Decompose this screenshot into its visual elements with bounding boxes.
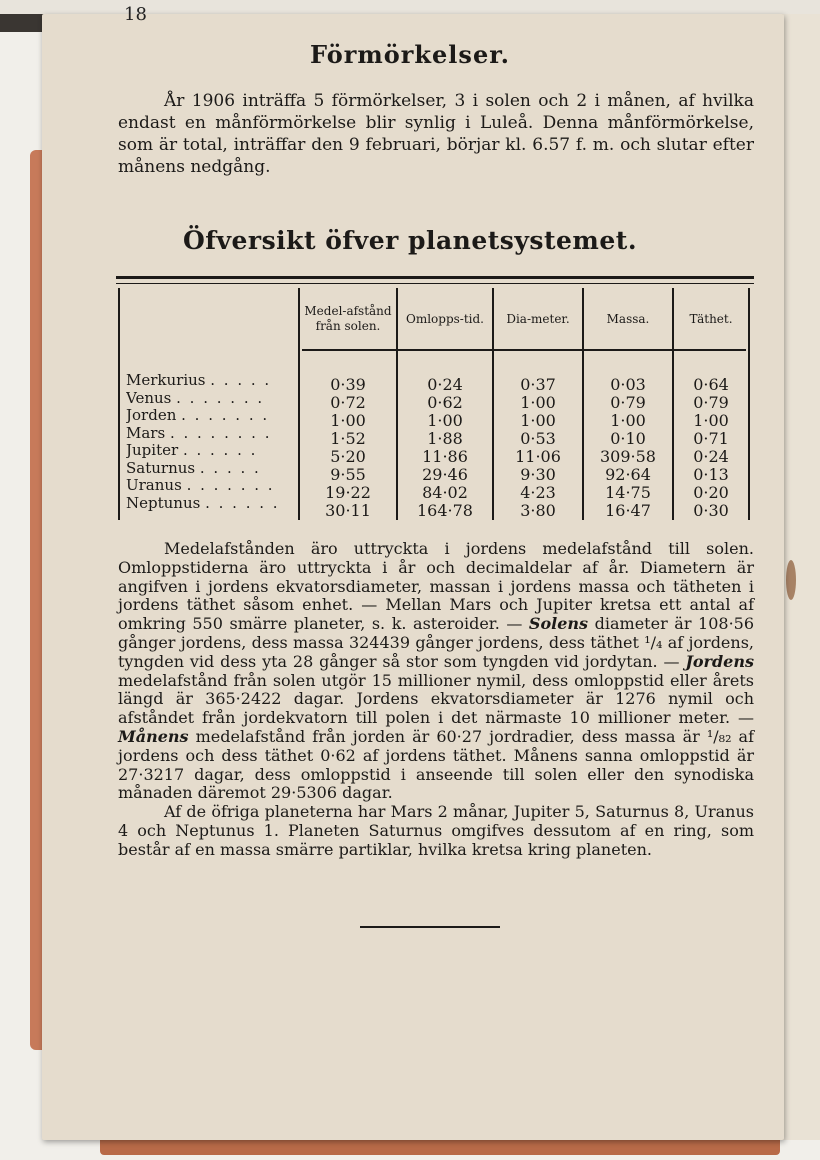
planet-row-label (126, 390, 298, 408)
table-header-rule (302, 349, 746, 351)
mass-column (584, 376, 672, 520)
column-header-mass: Massa. (606, 311, 650, 326)
table-cell: 0·10 (610, 429, 646, 448)
column-header-period: Omlopps-tid. (405, 311, 484, 326)
eclipses-paragraph (118, 90, 754, 178)
table-cell: 19·22 (325, 483, 371, 502)
table-cell: 0·20 (693, 483, 729, 502)
notes-text: medelafstånd från solen utgör 15 millioner nymil, dess omloppstid eller årets längd är 365·2422 dagar. Jordens ekvatorsdiameter är 1276 nymil och afståndet från jordekvatorn till polen i det närmaste 10 millioner meter. — (118, 670, 754, 728)
table-cell: 16·47 (605, 501, 651, 520)
overview-title: Öfversikt öfver planetsystemet. (182, 226, 638, 255)
table-vline (748, 288, 750, 520)
table-cell: 9·30 (520, 465, 556, 484)
column-header-distance: Medel-afstånd från solen. (304, 304, 392, 333)
table-cell: 1·52 (330, 429, 366, 448)
table-cell: 0·79 (610, 393, 646, 412)
leader-dots: . . . . . . . (176, 389, 265, 407)
table-cell: 5·20 (330, 447, 366, 466)
table-cell: 309·58 (600, 447, 656, 466)
notes-text: diameter är 108·56 gånger jordens, dess massa 324439 gånger jordens, dess täthet ¹/₄ af jordens, tyngden vid dess yta 28 gånger så stor som tyngden vid jordytan. — (118, 614, 755, 671)
table-cell: 3·80 (520, 501, 556, 520)
notes-block (118, 540, 754, 860)
table-cell: 1·88 (427, 429, 463, 448)
table-cell: 92·64 (605, 465, 651, 484)
leader-dots: . . . . . (199, 459, 261, 477)
leader-dots: . . . . . (210, 372, 272, 389)
table-cell: 4·23 (520, 483, 556, 502)
table-top-rule (116, 276, 754, 279)
table-cell: 30·11 (325, 501, 371, 520)
leader-dots: . . . . . . . (186, 477, 275, 494)
table-cell: 1·00 (693, 411, 729, 430)
planet-name: Venus (126, 389, 172, 407)
notes-emphasis-sun: Solens (528, 614, 589, 634)
eclipses-title: Förmörkelser. (309, 40, 511, 69)
table-cell: 1·00 (610, 411, 646, 430)
column-header-density: Täthet. (689, 311, 733, 326)
planet-row-label (126, 425, 298, 443)
period-column (398, 376, 492, 520)
notes-paragraph-2: Af de öfriga planeterna har Mars 2 månar, Jupiter 5, Saturnus 8, Uranus 4 och Neptunus 1. Planeten Saturnus omgifves dessutom af en ring, som består af en massa smärre partiklar, hvilka kretsa kring planeten. (118, 802, 754, 859)
table-cell: 1·00 (330, 411, 366, 430)
table-cell: 11·06 (515, 447, 561, 466)
table-cell: 14·75 (605, 483, 651, 502)
end-rule (360, 926, 500, 928)
leader-dots: . . . . . . (182, 442, 258, 459)
planet-row-label (126, 495, 298, 513)
table-cell: 0·37 (520, 375, 556, 394)
planet-row-label (126, 460, 298, 478)
leader-dots: . . . . . . . (181, 407, 270, 424)
table-cell: 0·30 (693, 501, 729, 520)
leader-dots: . . . . . . (205, 494, 280, 512)
density-column (674, 376, 748, 520)
stain-mark (786, 560, 796, 600)
page-number: 18 (124, 4, 147, 25)
table-cell: 84·02 (422, 483, 468, 502)
planet-name: Mars (126, 424, 166, 442)
distance-column (300, 376, 396, 520)
planet-name: Jorden (126, 407, 177, 424)
notes-text: medelafstånd från jorden är 60·27 jordradier, dess massa är ¹/₈₂ af jordens och dess täthet 0·62 af jordens täthet. Månens sanna omloppstid är 27·3217 dagar, dess omloppstid i anseende till solen eller den synodiska månaden däremot 29·5306 dagar. (118, 726, 754, 803)
notes-paragraph-1 (118, 540, 754, 803)
table-cell: 164·78 (417, 501, 473, 520)
table-cell: 1·00 (427, 411, 463, 430)
planet-row-label (126, 442, 298, 460)
table-cell: 0·03 (610, 375, 646, 394)
notes-emphasis-moon: Månens (118, 726, 189, 746)
planet-row-label (126, 477, 298, 495)
planet-name-column (126, 372, 298, 512)
planet-name: Jupiter (126, 442, 179, 459)
table-top-rule-thin (116, 283, 754, 284)
table-cell: 0·13 (693, 465, 729, 484)
table-cell: 0·39 (330, 375, 366, 394)
table-cell: 0·62 (427, 393, 463, 412)
table-cell: 0·71 (693, 429, 729, 448)
planet-name: Saturnus (126, 459, 196, 477)
table-cell: 1·00 (520, 393, 556, 412)
planet-name: Merkurius (126, 372, 206, 389)
planet-row-label (126, 372, 298, 390)
table-cell: 1·00 (520, 411, 556, 430)
eclipses-text: År 1906 inträffa 5 förmörkelser, 3 i solen och 2 i månen, af hvilka endast en månförmörkelse blir synlig i Luleå. Denna månförmörkelse, som är total, inträffar den 9 februari, börjar kl. 6.57 f. m. och slutar efter månens nedgång. (118, 91, 754, 177)
table-cell: 0·53 (520, 429, 556, 448)
planet-name: Neptunus (126, 494, 201, 512)
table-cell: 9·55 (330, 465, 366, 484)
column-header-diameter: Dia-meter. (506, 311, 570, 326)
table-vline (118, 288, 120, 520)
table-cell: 0·24 (427, 375, 463, 394)
leader-dots: . . . . . . . . (169, 424, 272, 442)
table-cell: 0·72 (330, 393, 366, 412)
diameter-column (494, 376, 582, 520)
planet-row-label (126, 407, 298, 425)
table-cell: 11·86 (422, 447, 468, 466)
book-top-strip (0, 0, 820, 14)
planet-name: Uranus (126, 477, 182, 494)
table-cell: 0·64 (693, 375, 729, 394)
notes-emphasis-earth: Jordens (685, 651, 754, 671)
table-cell: 0·79 (693, 393, 729, 412)
table-cell: 29·46 (422, 465, 468, 484)
table-cell: 0·24 (693, 447, 729, 466)
notes-text: Medelafstånden äro uttryckta i jordens medelafstånd till solen. Omloppstiderna äro uttryckta i år och decimaldelar af år. Diametern är angifven i jordens ekvatorsdiameter, massan i jordens massa och tätheten i jordens täthet såsom enhet. — Mellan Mars och Jupiter kretsa ett antal af omkring 550 smärre planeter, s. k. asteroider. — (118, 539, 754, 634)
